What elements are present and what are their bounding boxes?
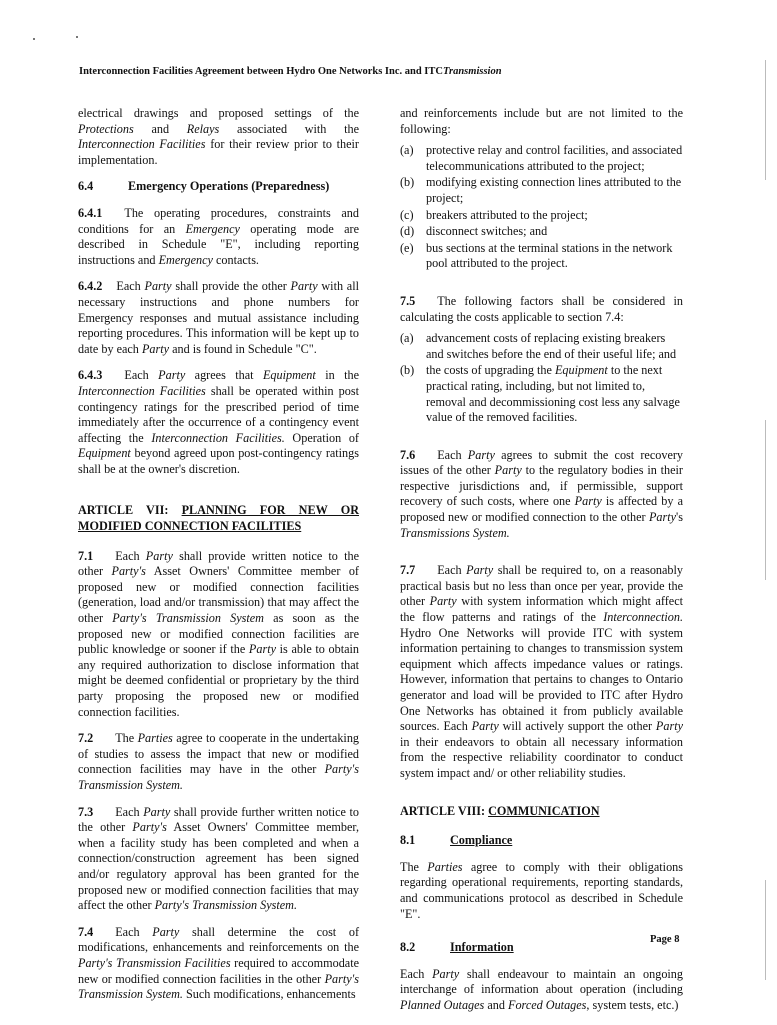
list-marker: (d) bbox=[400, 224, 415, 239]
list-item bbox=[400, 208, 683, 224]
clause-text: The following factors shall be considered in calculating the costs applicable to section 7.4: bbox=[400, 293, 683, 324]
paragraph-7-5 bbox=[400, 294, 683, 325]
clause-number: 7.3 bbox=[78, 804, 94, 819]
paragraph-7-1 bbox=[78, 549, 359, 721]
list-item bbox=[400, 143, 683, 174]
list-text: protective relay and control facilities, and associated telecommunications attributed to the project; bbox=[426, 143, 683, 173]
paragraph-continued: and reinforcements include but are not limited to the following: bbox=[400, 106, 683, 136]
scan-edge-mark bbox=[765, 420, 766, 580]
article-label: ARTICLE VIII: bbox=[400, 803, 486, 818]
paragraph-6-4-1 bbox=[78, 206, 359, 268]
list-marker: (a) bbox=[400, 143, 414, 158]
section-number: 6.4 bbox=[78, 179, 94, 194]
paragraph-6-4-3 bbox=[78, 368, 359, 477]
clause-text: Each Party shall be required to, on a reasonably practical basis but no less than once per year, provide the other Party with system information which might affect the flow patterns and ratings of the Interconnection. Hydro One Networks will provide ITC with system information pertaining to changes to transmission system equipment which affects impedance values or ratings. However, information that pertains to changes to Ontario generator and load will be provided to ITC after Hydro One Networks has obtained it from publicly available sources. Each Party will actively support the other Party in their endeavors to obtain all necessary information from the respective reliability coordinator to conduct system impact and/ or other reliability studies. bbox=[400, 563, 684, 780]
paragraph-7-7 bbox=[400, 563, 683, 781]
clause-text: The operating procedures, constraints and conditions for an Emergency operating mode are described in Schedule "E", including reporting instructions and Emergency contacts. bbox=[78, 205, 360, 267]
section-title: Information bbox=[450, 940, 514, 955]
clause-number: 6.4.2 bbox=[78, 279, 103, 294]
clause-number: 7.7 bbox=[400, 563, 416, 578]
header-text: Interconnection Facilities Agreement between Hydro One Networks Inc. and ITC bbox=[79, 66, 443, 77]
list-marker: (b) bbox=[400, 363, 415, 378]
clause-number: 6.4.1 bbox=[78, 205, 103, 220]
clause-number: 7.5 bbox=[400, 293, 416, 308]
list-item bbox=[400, 224, 683, 240]
clause-number: 7.1 bbox=[78, 548, 94, 563]
list-text: modifying existing connection lines attributed to the project; bbox=[426, 175, 682, 205]
article-title: PLANNING FOR NEW OR MODIFIED CONNECTION FACILITIES bbox=[78, 503, 359, 534]
list-text: disconnect switches; and bbox=[426, 224, 548, 239]
list-text: the costs of upgrading the Equipment to the next practical rating, including, but not limited to, removal and decommissioning cost less any salvage value of the removed facilities. bbox=[426, 363, 680, 425]
clause-number: 7.2 bbox=[78, 731, 94, 746]
list-item bbox=[400, 175, 683, 206]
section-title: Compliance bbox=[450, 833, 513, 848]
list-item bbox=[400, 241, 683, 272]
paragraph-8-2: Each Party shall endeavour to maintain an ongoing interchange of information about operation (including Planned Outages and Forced Outages, system tests, etc.) bbox=[400, 966, 683, 1012]
clause-number: 7.6 bbox=[400, 447, 416, 462]
section-number: 8.2 bbox=[400, 940, 416, 955]
reinforcements-list bbox=[400, 143, 683, 272]
article-title: COMMUNICATION bbox=[488, 803, 600, 818]
scan-edge-mark bbox=[765, 60, 766, 180]
header-italic: Transmission bbox=[442, 66, 502, 77]
clause-number: 7.4 bbox=[78, 924, 94, 939]
clause-text: Each Party shall provide the other Party with all necessary instructions and phone numbers for Emergency responses and mutual assistance including reporting procedures. This information will be kept up to date by each Party and is found in Schedule "C". bbox=[78, 279, 359, 356]
right-column bbox=[400, 106, 683, 1025]
section-number: 8.1 bbox=[400, 833, 416, 848]
list-text: advancement costs of replacing existing breakers and switches before the end of their useful life; and bbox=[426, 331, 677, 361]
clause-text: Each Party shall provide further written notice to the other Party's Asset Owners' Committee member, when a facility study has been completed and when a connection/construction agreement has been signed and/or regulatory approval has been granted for the proposed new or modified connection facilities that may affect the other Party's Transmission System. bbox=[78, 804, 360, 913]
article-label: ARTICLE VII: bbox=[78, 503, 169, 518]
paragraph-continued: electrical drawings and proposed settings of the Protections and Relays associated with the Interconnection Facilities for their review prior to their implementation. bbox=[78, 106, 359, 167]
clause-text: Each Party shall determine the cost of modifications, enhancements and reinforcements on the Party's Transmission Facilities required to accommodate new or modified connection facilities in the other Party's Transmission System. Such modifications, enhancements bbox=[78, 924, 360, 1002]
scan-speck bbox=[33, 38, 35, 40]
list-item bbox=[400, 331, 683, 362]
list-text: breakers attributed to the project; bbox=[426, 207, 588, 222]
paragraph-7-6 bbox=[400, 448, 683, 542]
clause-text: Each Party agrees to submit the cost recovery issues of the other Party to the regulatory bodies in their respective jurisdictions and, if permissible, support recovery of such costs, where one Party is affected by a proposed new or modified connection to the other Party's Transmissions System. bbox=[400, 447, 684, 540]
paragraph-8-1: The Parties agree to comply with their obligations regarding operational requirements, reporting standards, and communications protocol as described in Schedule "E". bbox=[400, 859, 683, 921]
paragraph-7-3 bbox=[78, 805, 359, 914]
paragraph-7-4 bbox=[78, 925, 359, 1003]
left-column bbox=[78, 106, 359, 1014]
clause-text: Each Party agrees that Equipment in the Interconnection Facilities shall be operated within post contingency ratings for the prescribed period of time immediately after the occurrence of a contingency event affecting the Interconnection Facilities. Operation of Equipment beyond agreed upon post-contingency ratings shall be at the owner's discretion. bbox=[78, 368, 359, 476]
paragraph-6-4-2 bbox=[78, 279, 359, 357]
page-number: Page 8 bbox=[650, 934, 680, 945]
list-text: bus sections at the terminal stations in the network pool attributed to the project. bbox=[426, 240, 673, 271]
section-title: Emergency Operations (Preparedness) bbox=[128, 179, 330, 194]
clause-text: Each Party shall provide written notice to the other Party's Asset Owners' Committee member of proposed new or modified connection facilities (generation, load and/or transmission) that may affect the other Party's Transmission System as soon as the proposed new or modified connection facilities are public knowledge or sooner if the Party is able to obtain any required authorization to disclose information that might be deemed confidential or proprietary by the third party proposing the proposed new or modified connection facilities. bbox=[78, 548, 360, 719]
list-marker: (a) bbox=[400, 331, 414, 346]
list-marker: (b) bbox=[400, 175, 415, 190]
clause-text: The Parties agree to cooperate in the undertaking of studies to assess the impact that new or modified connection facilities may have in the other Party's Transmission System. bbox=[78, 731, 360, 792]
section-6-4-heading bbox=[78, 179, 359, 195]
section-8-1-heading bbox=[400, 833, 683, 849]
scan-edge-mark bbox=[765, 880, 766, 980]
cost-factors-list bbox=[400, 331, 683, 426]
clause-number: 6.4.3 bbox=[78, 368, 103, 383]
article-7-heading bbox=[78, 503, 359, 534]
paragraph-7-2 bbox=[78, 731, 359, 793]
section-8-2-heading bbox=[400, 940, 683, 956]
page-header bbox=[79, 66, 699, 77]
scan-speck bbox=[76, 36, 78, 38]
list-marker: (c) bbox=[400, 207, 414, 222]
list-item bbox=[400, 363, 683, 425]
list-marker: (e) bbox=[400, 240, 414, 255]
article-8-heading bbox=[400, 804, 683, 820]
